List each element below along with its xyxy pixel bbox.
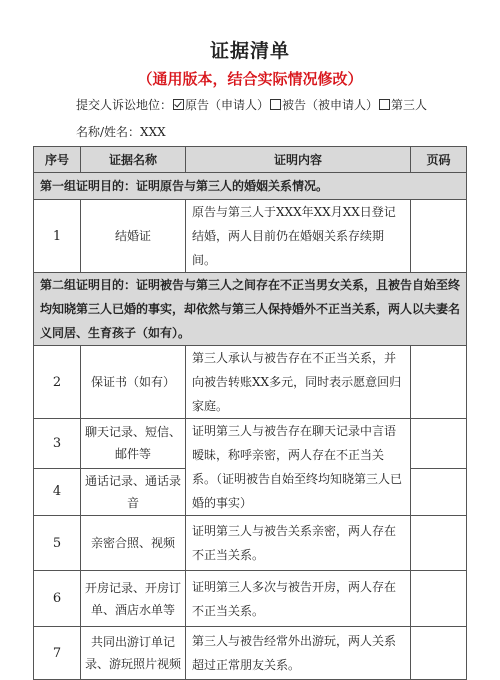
page-cell <box>411 571 467 627</box>
evidence-name: 保证书（如有） <box>81 346 186 419</box>
row-num: 6 <box>34 571 81 627</box>
table-row <box>34 346 467 419</box>
evidence-name: 亲密合照、视频 <box>81 516 186 571</box>
header-num: 序号 <box>34 147 81 173</box>
header-page: 页码 <box>411 147 467 173</box>
evidence-content: 证明第三人与被告关系亲密，两人存在不正当关系。 <box>186 516 411 571</box>
evidence-content: 证明第三人多次与被告开房，两人存在不正当关系。 <box>186 571 411 627</box>
empty-box-icon[interactable] <box>379 99 390 110</box>
name-line <box>76 123 166 140</box>
evidence-name: 结婚证 <box>81 200 186 273</box>
evidence-content: 第三人承认与被告存在不正当关系，并向被告转账XX多元，同时表示愿意回归家庭。 <box>186 346 411 419</box>
page-cell <box>411 419 467 469</box>
table-row <box>34 200 467 273</box>
document-title: 证据清单 <box>209 40 290 62</box>
evidence-content: 证明第三人与被告存在聊天记录中言语暧昧，称呼亲密，两人存在不正当关系。（证明被告自始至终均知晓第三人已婚的事实） <box>186 419 411 516</box>
row-num: 7 <box>34 627 81 680</box>
page-cell <box>411 346 467 419</box>
page-cell <box>411 200 467 273</box>
evidence-name: 开房记录、开房订单、酒店水单等 <box>81 571 186 627</box>
evidence-name: 聊天记录、短信、邮件等 <box>81 419 186 469</box>
party-status-line <box>76 96 427 113</box>
group-row <box>34 273 467 346</box>
header-name: 证据名称 <box>81 147 186 173</box>
table-row <box>34 571 467 627</box>
page-cell <box>411 627 467 680</box>
document-subtitle: （通用版本，结合实际情况修改） <box>137 70 363 88</box>
checked-box-icon[interactable] <box>173 99 184 110</box>
group-row <box>34 173 467 200</box>
group-2-purpose: 第二组证明目的：证明被告与第三人之间存在不正当男女关系，且被告自始至终均知晓第三人已婚的事实，却依然与第三人保持婚外不正当关系，两人以夫妻名义同居、生育孩子（如有）。 <box>34 273 467 346</box>
party-status-label: 提交人诉讼地位： <box>76 98 173 112</box>
evidence-table <box>33 146 467 680</box>
table-row <box>34 627 467 680</box>
name-value: XXX <box>140 125 166 139</box>
empty-box-icon[interactable] <box>270 99 281 110</box>
table-row <box>34 419 467 469</box>
option-defendant-label: 被告（被申请人） <box>282 98 379 112</box>
evidence-content: 原告与第三人于XXX年XX月XX日登记结婚，两人目前仍在婚姻关系存续期间。 <box>186 200 411 273</box>
option-plaintiff-label: 原告（申请人） <box>185 98 270 112</box>
page-cell <box>411 468 467 515</box>
option-defendant[interactable] <box>269 96 378 113</box>
page-cell <box>411 516 467 571</box>
table-row <box>34 516 467 571</box>
option-third-party[interactable] <box>378 96 427 113</box>
group-1-purpose: 第一组证明目的：证明原告与第三人的婚姻关系情况。 <box>34 173 467 200</box>
row-num: 2 <box>34 346 81 419</box>
name-label: 名称/姓名： <box>76 125 141 139</box>
evidence-name: 通话记录、通话录音 <box>81 468 186 515</box>
evidence-name: 共同出游订单记录、游玩照片视频 <box>81 627 186 680</box>
evidence-content: 第三人与被告经常外出游玩，两人关系超过正常朋友关系。 <box>186 627 411 680</box>
row-num: 5 <box>34 516 81 571</box>
option-third-party-label: 第三人 <box>391 98 428 112</box>
header-content: 证明内容 <box>186 147 411 173</box>
row-num: 1 <box>34 200 81 273</box>
row-num: 3 <box>34 419 81 469</box>
row-num: 4 <box>34 468 81 515</box>
table-header-row <box>34 147 467 173</box>
option-plaintiff[interactable] <box>172 96 269 113</box>
